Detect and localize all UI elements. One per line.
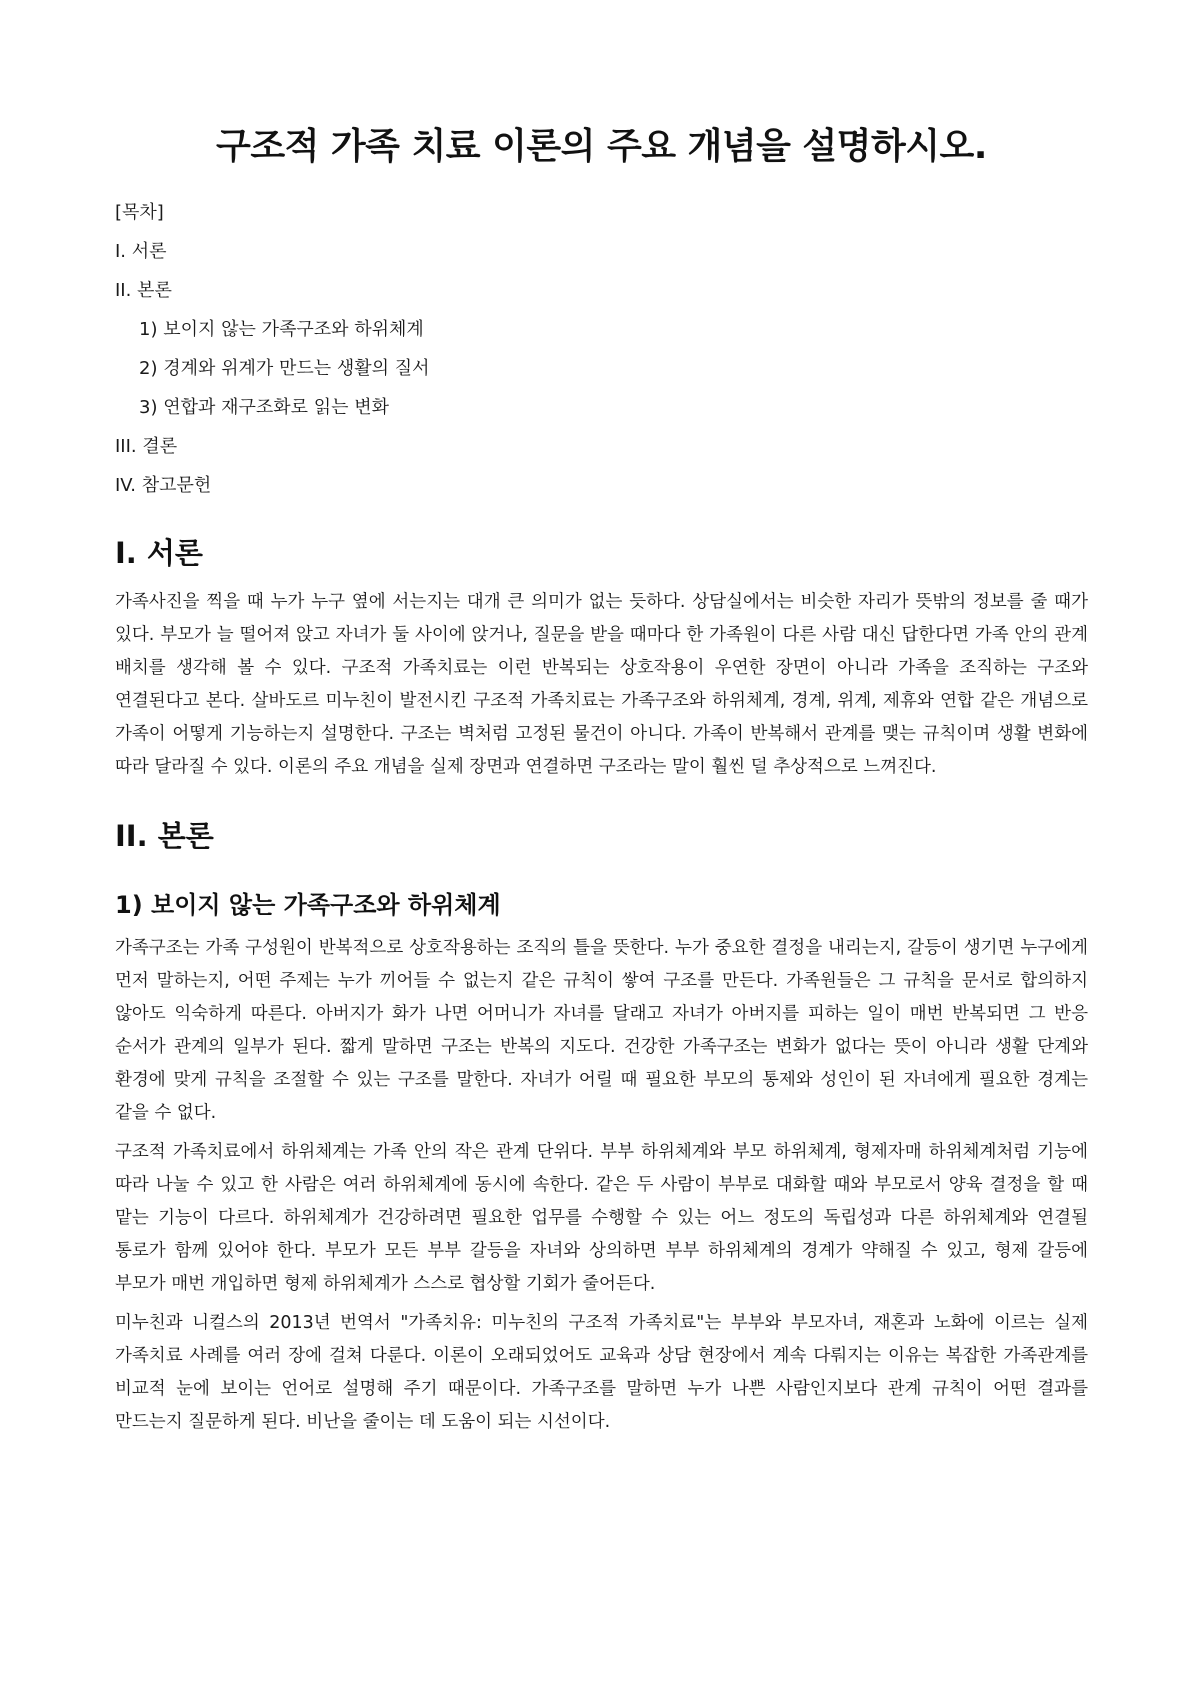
- intro-heading: I. 서론: [115, 536, 203, 570]
- toc-item-section-1: 1) 보이지 않는 가족구조와 하위체계: [139, 319, 424, 340]
- document-title: 구조적 가족 치료 이론의 주요 개념을 설명하시오.: [216, 126, 987, 167]
- table-of-contents: [115, 193, 1088, 505]
- toc-item-section-2: 2) 경계와 위계가 만드는 생활의 질서: [139, 358, 430, 379]
- toc-item-conclusion: III. 결론: [115, 436, 178, 457]
- toc-item-intro: I. 서론: [115, 241, 167, 262]
- toc-heading: [목차]: [115, 202, 164, 223]
- toc-item-body: II. 본론: [115, 280, 172, 301]
- intro-paragraph: 가족사진을 찍을 때 누가 누구 옆에 서는지는 대개 큰 의미가 없는 듯하다. 상담실에서는 비슷한 자리가 뜻밖의 정보를 줄 때가 있다. 부모가 늘 떨어져 앉고 자녀가 둘 사이에 앉거나, 질문을 받을 때마다 한 가족원이 다른 사람 대신 답한다면 가족 안의 관계 배치를 생각해 볼 수 있다. 구조적 가족치료는 이런 반복되는 상호작용이 우연한 장면이 아니라 가족을 조직하는 구조와 연결된다고 본다. 살바도르 미누친이 발전시킨 구조적 가족치료는 가족구조와 하위체계, 경계, 위계, 제휴와 연합 같은 개념으로 가족이 어떻게 기능하는지 설명한다. 구조는 벽처럼 고정된 물건이 아니다. 가족이 반복해서 관계를 맺는 규칙이며 생활 변화에 따라 달라질 수 있다. 이론의 주요 개념을 실제 장면과 연결하면 구조라는 말이 훨씬 덜 추상적으로 느껴진다.: [115, 592, 1088, 777]
- section-1-paragraph-2: 구조적 가족치료에서 하위체계는 가족 안의 작은 관계 단위다. 부부 하위체계와 부모 하위체계, 형제자매 하위체계처럼 기능에 따라 나눌 수 있고 한 사람은 여러 하위체계에 동시에 속한다. 같은 두 사람이 부부로 대화할 때와 부모로서 양육 결정을 할 때 맡는 기능이 다르다. 하위체계가 건강하려면 필요한 업무를 수행할 수 있는 어느 정도의 독립성과 다른 하위체계와 연결될 통로가 함께 있어야 한다. 부모가 모든 부부 갈등을 자녀와 상의하면 부부 하위체계의 경계가 약해질 수 있고, 형제 갈등에 부모가 매번 개입하면 형제 하위체계가 스스로 협상할 기회가 줄어든다.: [115, 1142, 1088, 1294]
- toc-item-references: IV. 참고문헌: [115, 475, 212, 496]
- section-1-heading: 1) 보이지 않는 가족구조와 하위체계: [115, 891, 501, 919]
- section-1-paragraph-1: 가족구조는 가족 구성원이 반복적으로 상호작용하는 조직의 틀을 뜻한다. 누가 중요한 결정을 내리는지, 갈등이 생기면 누구에게 먼저 말하는지, 어떤 주제는 누가 끼어들 수 없는지 같은 규칙이 쌓여 구조를 만든다. 가족원들은 그 규칙을 문서로 합의하지 않아도 익숙하게 따른다. 아버지가 화가 나면 어머니가 자녀를 달래고 자녀가 아버지를 피하는 일이 매번 반복되면 그 반응 순서가 관계의 일부가 된다. 짧게 말하면 구조는 반복의 지도다. 건강한 가족구조는 변화가 없다는 뜻이 아니라 생활 단계와 환경에 맞게 규칙을 조절할 수 있는 구조를 말한다. 자녀가 어릴 때 필요한 부모의 통제와 성인이 된 자녀에게 필요한 경계는 같을 수 없다.: [115, 938, 1088, 1123]
- section-1-paragraph-3: 미누친과 니컬스의 2013년 번역서 "가족치유: 미누친의 구조적 가족치료"는 부부와 부모자녀, 재혼과 노화에 이르는 실제 가족치료 사례를 여러 장에 걸쳐 다룬다. 이론이 오래되었어도 교육과 상담 현장에서 계속 다뤄지는 이유는 복잡한 가족관계를 비교적 눈에 보이는 언어로 설명해 주기 때문이다. 가족구조를 말하면 누가 나쁜 사람인지보다 관계 규칙이 어떤 결과를 만드는지 질문하게 된다. 비난을 줄이는 데 도움이 되는 시선이다.: [115, 1313, 1088, 1432]
- body-heading: II. 본론: [115, 819, 214, 853]
- toc-item-section-3: 3) 연합과 재구조화로 읽는 변화: [139, 397, 390, 418]
